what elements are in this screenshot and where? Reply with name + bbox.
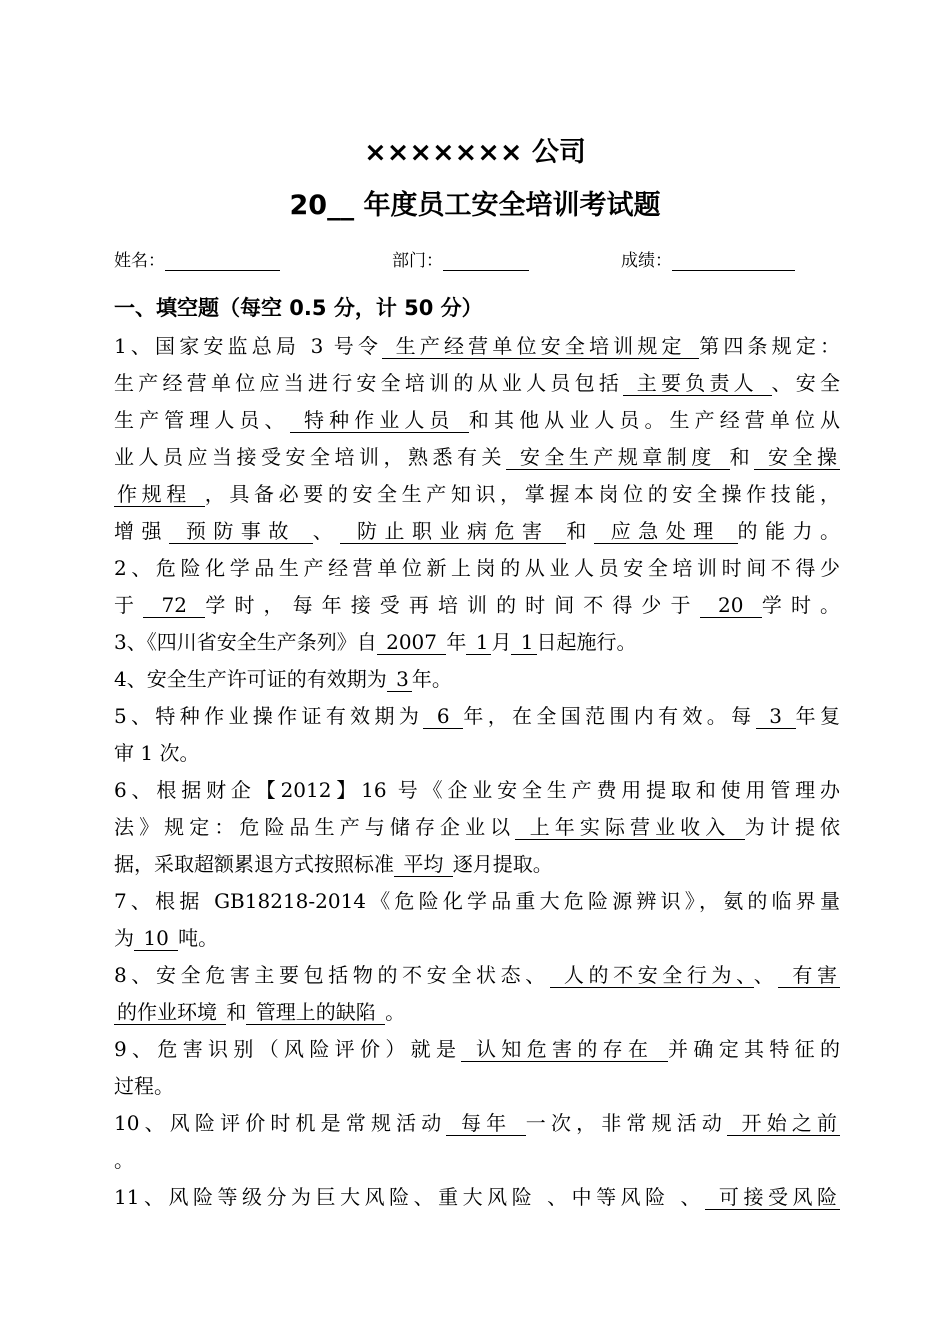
answer-blank: 防止职业病危害	[340, 519, 566, 544]
question-text: 学时。	[761, 593, 841, 617]
answer-blank: 开始之前	[727, 1111, 840, 1136]
question-text: 据，采取超额累退方式按照标准	[114, 852, 394, 876]
question-text: 9、危害识别（风险评价）就是	[114, 1037, 462, 1061]
dept-label: 部门：	[392, 251, 443, 271]
text-line	[114, 1031, 840, 1068]
question-text: 学时，每年接受再培训的时间不得少于	[205, 593, 700, 617]
answer-blank: 特种作业人员	[290, 408, 469, 433]
answer-blank: 3	[387, 667, 412, 692]
dept-blank[interactable]	[443, 252, 529, 271]
answer-blank: 主要负责人	[623, 371, 771, 396]
question-text: 和	[226, 1000, 247, 1024]
question-text: 11、风险等级分为巨大风险、重大风险 、中等风险 、	[114, 1185, 706, 1209]
answer-blank: 人的不安全行为、	[550, 963, 754, 988]
question-text: 5、特种作业操作证有效期为	[114, 704, 424, 728]
text-line	[114, 809, 840, 846]
question-text: 、安全	[771, 371, 841, 395]
answer-blank: 2007	[377, 630, 447, 655]
name-label: 姓名：	[114, 251, 165, 271]
text-line	[114, 550, 840, 587]
question-text: 年，在全国范围内有效。每	[463, 704, 756, 728]
question-text: 年。	[411, 667, 452, 691]
answer-blank: 10	[134, 926, 178, 951]
answer-blank: 管理上的缺陷	[246, 1000, 385, 1025]
question-text: 一次，非常规活动	[525, 1111, 728, 1135]
question-text: 为计提依	[744, 815, 841, 839]
name-blank[interactable]	[165, 252, 280, 271]
question-text: 年复	[795, 704, 841, 728]
question-text: 和	[566, 519, 594, 543]
answer-blank: 20	[700, 593, 762, 618]
answer-blank: 每年	[446, 1111, 525, 1136]
question-text: 4、安全生产许可证的有效期为	[114, 667, 387, 691]
question-text: 吨。	[178, 926, 219, 950]
question-text: 、	[753, 963, 779, 987]
answer-blank: 1	[466, 630, 491, 655]
question-text: 1、国家安监总局 3 号令	[114, 334, 383, 358]
text-line	[114, 957, 840, 994]
text-line	[114, 846, 840, 883]
text-line	[114, 624, 840, 661]
score-label: 成绩：	[621, 251, 672, 271]
question-text: 、	[312, 519, 341, 543]
question-text: 。	[385, 1000, 406, 1024]
text-line	[114, 994, 840, 1031]
question-text: 年	[446, 630, 467, 654]
dept-field[interactable]	[392, 246, 529, 271]
answer-blank: 生产经营单位安全培训规定	[382, 334, 699, 359]
exam-title: 20__ 年度员工安全培训考试题	[289, 190, 661, 221]
text-line	[114, 365, 840, 402]
answer-blank: 应急处理	[594, 519, 738, 544]
question-text: 过程。	[114, 1074, 174, 1098]
text-line	[114, 883, 840, 920]
question-text: 于	[114, 593, 144, 617]
answer-blank: 平均	[394, 852, 453, 877]
text-line	[114, 735, 840, 772]
question-text: ，具备必要的安全生产知识，掌握本岗位的安全操作技能，	[204, 482, 841, 506]
section-title: 一、填空题（每空 0.5 分，计 50 分）	[114, 296, 483, 320]
question-text: 8、安全危害主要包括物的不安全状态、	[114, 963, 550, 987]
score-blank[interactable]	[672, 252, 795, 271]
question-text: 生产经营单位应当进行安全培训的从业人员包括	[114, 371, 624, 395]
question-text: 和	[729, 445, 755, 469]
answer-blank: 的作业环境	[114, 1000, 226, 1025]
score-field[interactable]	[621, 246, 795, 271]
answer-blank: 安全操	[754, 445, 840, 470]
question-text: 为	[114, 926, 134, 950]
text-line	[114, 661, 840, 698]
answer-blank: 3	[756, 704, 796, 729]
question-text: 10、风险评价时机是常规活动	[114, 1111, 447, 1135]
question-body	[114, 328, 840, 1216]
text-line	[114, 476, 840, 513]
question-text: 并确定其特征的	[668, 1037, 841, 1061]
question-text: 生产管理人员、	[114, 408, 290, 432]
question-text: 第四条规定：	[699, 334, 841, 358]
text-line	[114, 772, 840, 809]
question-text: 业人员应当接受安全培训，熟悉有关	[114, 445, 506, 469]
answer-blank: 可接受风险	[705, 1185, 840, 1210]
answer-blank: 预防事故	[169, 519, 313, 544]
text-line	[114, 920, 840, 957]
text-line	[114, 402, 840, 439]
answer-blank: 上年实际营业收入	[515, 815, 745, 840]
answer-blank: 认知危害的存在	[461, 1037, 668, 1062]
text-line	[114, 1068, 840, 1105]
question-text: 的能力。	[737, 519, 841, 543]
question-text: 7、根据 GB18218-2014《危险化学品重大危险源辨识》，氨的临界量	[114, 889, 840, 913]
name-field[interactable]	[114, 246, 280, 271]
text-line	[114, 1105, 840, 1142]
question-text: 3、《四川省安全生产条列》自	[114, 630, 377, 654]
question-text: 逐月提取。	[452, 852, 553, 876]
question-text: 审 1 次。	[114, 741, 200, 765]
question-text: 日起施行。	[536, 630, 637, 654]
question-text: 法》规定：危险品生产与储存企业以	[114, 815, 516, 839]
text-line	[114, 698, 840, 735]
text-line	[114, 328, 840, 365]
question-text: 增强	[114, 519, 169, 543]
question-text: 。	[114, 1148, 134, 1172]
text-line	[114, 1142, 840, 1179]
answer-blank: 72	[143, 593, 205, 618]
question-text: 和其他从业人员。生产经营单位从	[468, 408, 841, 432]
question-text: 月	[491, 630, 512, 654]
text-line	[114, 587, 840, 624]
text-line	[114, 1179, 840, 1216]
answer-blank: 有害	[778, 963, 840, 988]
company-name: ××××××× 公司	[364, 137, 586, 168]
question-text: 6、根据财企【2012】16 号《企业安全生产费用提取和使用管理办	[114, 778, 840, 802]
question-text: 2、危险化学品生产经营单位新上岗的从业人员安全培训时间不得少	[114, 556, 840, 580]
answer-blank: 安全生产规章制度	[506, 445, 730, 470]
text-line	[114, 513, 840, 550]
answer-blank: 作规程	[114, 482, 205, 507]
answer-blank: 6	[423, 704, 463, 729]
answer-blank: 1	[511, 630, 536, 655]
info-row	[114, 246, 824, 272]
text-line	[114, 439, 840, 476]
